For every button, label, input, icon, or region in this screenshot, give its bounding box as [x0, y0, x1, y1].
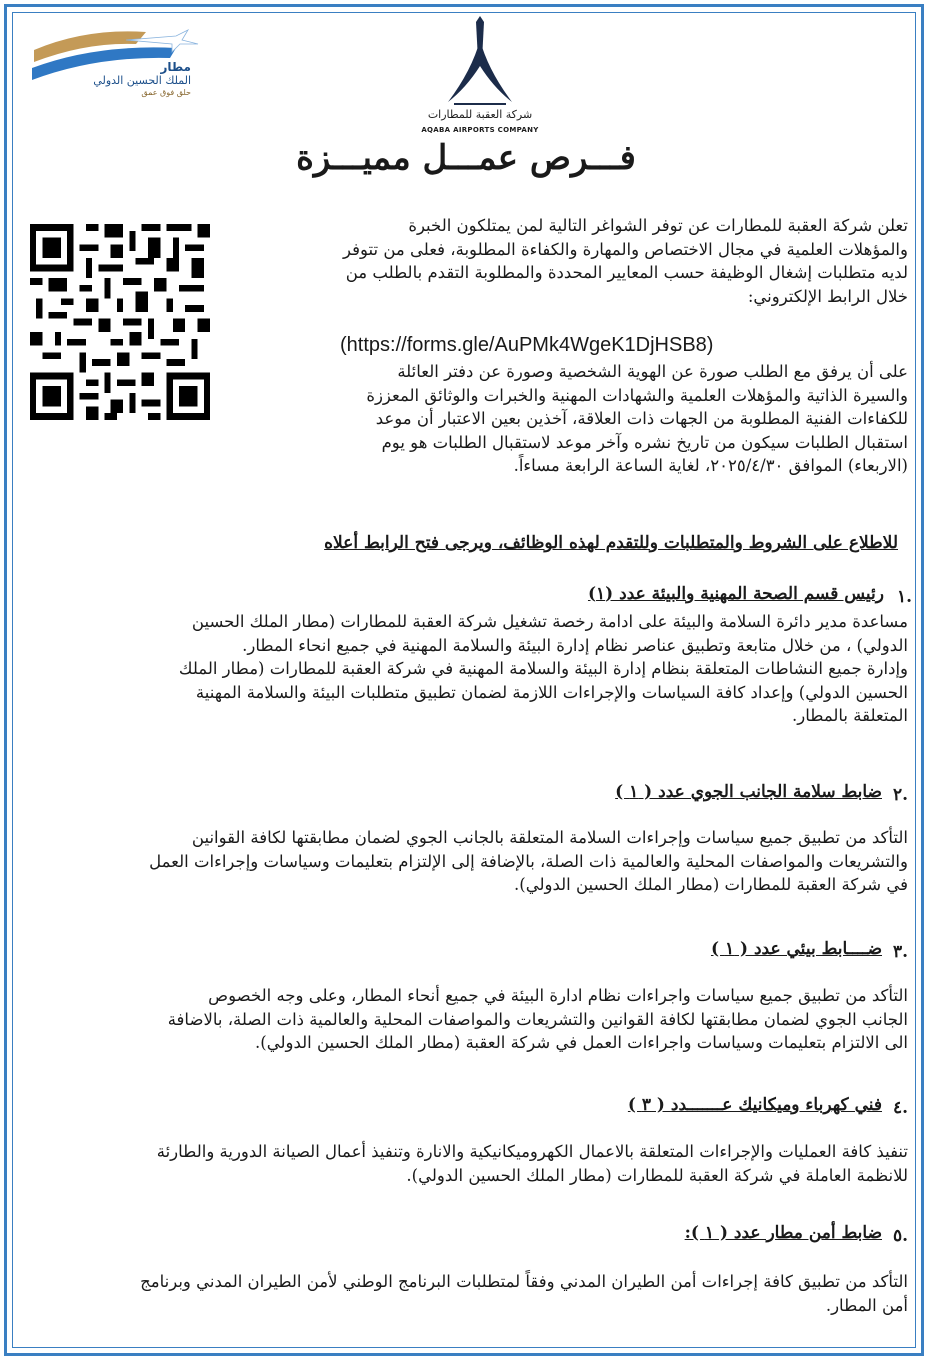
attach-line: على أن يرفق مع الطلب صورة عن الهوية الشخصية وصورة عن دفتر العائلة [397, 362, 908, 381]
job-2-line: والتشريعات والمواصفات المحلية والعالمية ذات الصلة، بالإضافة إلى الإلتزام بتعليمات وسياسات وإجراءات العمل [149, 851, 908, 871]
job-5-title: ضابط أمن مطار عدد ( ١ ): [684, 1223, 882, 1243]
job-4-title: فني كهرباء وميكانيك عـــــــدد ( ٣ ) [627, 1095, 882, 1115]
attach-line: والسيرة الذاتية والمؤهلات العلمية والشهادات المهنية والخبرات والوثائق المعززة [366, 385, 908, 405]
job-2-title: ضابط سلامة الجانب الجوي عدد ( ١ ) [615, 782, 882, 802]
job-2-description [18, 826, 908, 897]
job-2-line: في شركة العقبة للمطارات (مطار الملك الحسين الدولي). [514, 875, 908, 894]
job-4-description [18, 1140, 908, 1187]
aqaba-airports-logo [410, 10, 550, 140]
job-3-line: الى الالتزام بتعليمات وسياسات واجراءات العمل في شركة العقبة (مطار الملك الحسين الدولي). [255, 1033, 908, 1052]
company-name-english: AQABA AIRPORTS COMPANY [421, 126, 539, 134]
airport-slogan: حلق فوق عمق [141, 88, 191, 97]
intro-line: والمؤهلات العلمية في مجال الاختصاص والمهارة والكفاءة المطلوبة، فعلى من تتوفر [343, 239, 908, 259]
attachments-paragraph [236, 360, 908, 478]
job-1-line: الحسين الدولي) وإعداد كافة السياسات والإجراءات اللازمة لضمان تطبيق متطلبات البيئة والسلامة المهنية [195, 682, 908, 702]
job-1-title: رئيس قسم الصحة المهنية والبيئة عدد (١) [587, 584, 884, 604]
attach-line: استقبال الطلبات سيكون من تاريخ نشره وآخر موعد لاستقبال الطلبات هو يوم [381, 432, 908, 452]
page-title: فـــرص عمـــل مميـــزة [296, 138, 636, 178]
job-1-line: مساعدة مدير دائرة السلامة والبيئة على ادامة رخصة تشغيل شركة العقبة للمطارات (مطار الملك الحسين [191, 612, 908, 631]
job-1-line: المتعلقة بالمطار. [792, 706, 908, 725]
job-1-number: ١. [896, 587, 912, 607]
job-4-number: ٤. [892, 1098, 908, 1118]
qr-code [30, 224, 210, 420]
intro-paragraph [240, 214, 908, 308]
job-2-line: التأكد من تطبيق جميع سياسات وإجراءات السلامة المتعلقة بالجانب الجوي لضمان مطابقتها لكافة القوانين [191, 828, 908, 847]
job-3-title: ضــــابط بيئي عدد ( ١ ) [710, 939, 882, 959]
airport-logo [26, 22, 201, 104]
job-1-description [32, 610, 908, 728]
job-2-number: ٢. [892, 785, 908, 805]
application-form-link[interactable]: (https://forms.gle/AuPMk4WgeK1DjHSB8) [340, 334, 714, 356]
job-1-line: وإدارة جميع النشاطات المتعلقة بنظام إدارة البيئة والسلامة المهنية في شركة العقبة للمطارات (مطار الملك [178, 659, 908, 678]
job-4-line: للانظمة العاملة في شركة العقبة للمطارات (مطار الملك الحسين الدولي). [406, 1165, 908, 1185]
airport-name-2: الملك الحسين الدولي [93, 74, 191, 87]
job-5-number: ٥. [892, 1226, 908, 1246]
job-3-description [50, 984, 908, 1055]
attach-line: (الاربعاء) الموافق ٢٠٢٥/٤/٣٠، لغاية الساعة الرابعة مساءاً. [513, 456, 908, 475]
job-1-line: الدولي) ، من خلال متابعة وتطبيق عناصر نظام إدارة البيئة والسلامة المهنية في جميع انحاء المطار. [242, 635, 908, 655]
job-5-line: أمن المطار. [825, 1295, 908, 1315]
job-4-line: تنفيذ كافة العمليات والإجراءات المتعلقة بالاعمال الكهروميكانيكية والانارة وتنفيذ أعمال الصيانة الدورية والطارئة [156, 1142, 908, 1161]
airport-name-1: مطار [160, 60, 191, 74]
aqaba-logo-graphic [410, 10, 550, 110]
job-5-line: التأكد من تطبيق كافة إجراءات أمن الطيران المدني وفقاً لمتطلبات البرنامج الوطني لأمن الطيران المدني وبرنامج [140, 1272, 908, 1291]
attach-line: للكفاءات الفنية المطلوبة من الجهات ذات العلاقة، آخذين بعين الاعتبار أن موعد [375, 409, 908, 428]
job-5-description [18, 1270, 908, 1317]
intro-line: تعلن شركة العقبة للمطارات عن توفر الشواغر التالية لمن يمتلكون الخبرة [408, 216, 908, 235]
job-3-number: ٣. [892, 942, 908, 962]
intro-line: لديه متطلبات إشغال الوظيفة حسب المعايير المحددة والمطلوبة التقدم بالطلب من [345, 263, 908, 282]
job-3-line: التأكد من تطبيق جميع سياسات واجراءات نظام ادارة البيئة في جميع أنحاء المطار، وعلى وجه الخصوص [208, 986, 908, 1005]
conditions-notice: للاطلاع على الشروط والمتطلبات وللتقدم لهذه الوظائف، ويرجى فتح الرابط أعلاه [324, 533, 898, 553]
job-3-line: الجانب الجوي لضمان مطابقتها لكافة القوانين والتشريعات والمواصفات المحلية والعالمية ذات الصلة، بالاضافة [167, 1009, 908, 1029]
intro-line: خلال الرابط الإلكتروني: [747, 286, 908, 306]
company-name-arabic: شركة العقبة للمطارات [427, 108, 533, 121]
